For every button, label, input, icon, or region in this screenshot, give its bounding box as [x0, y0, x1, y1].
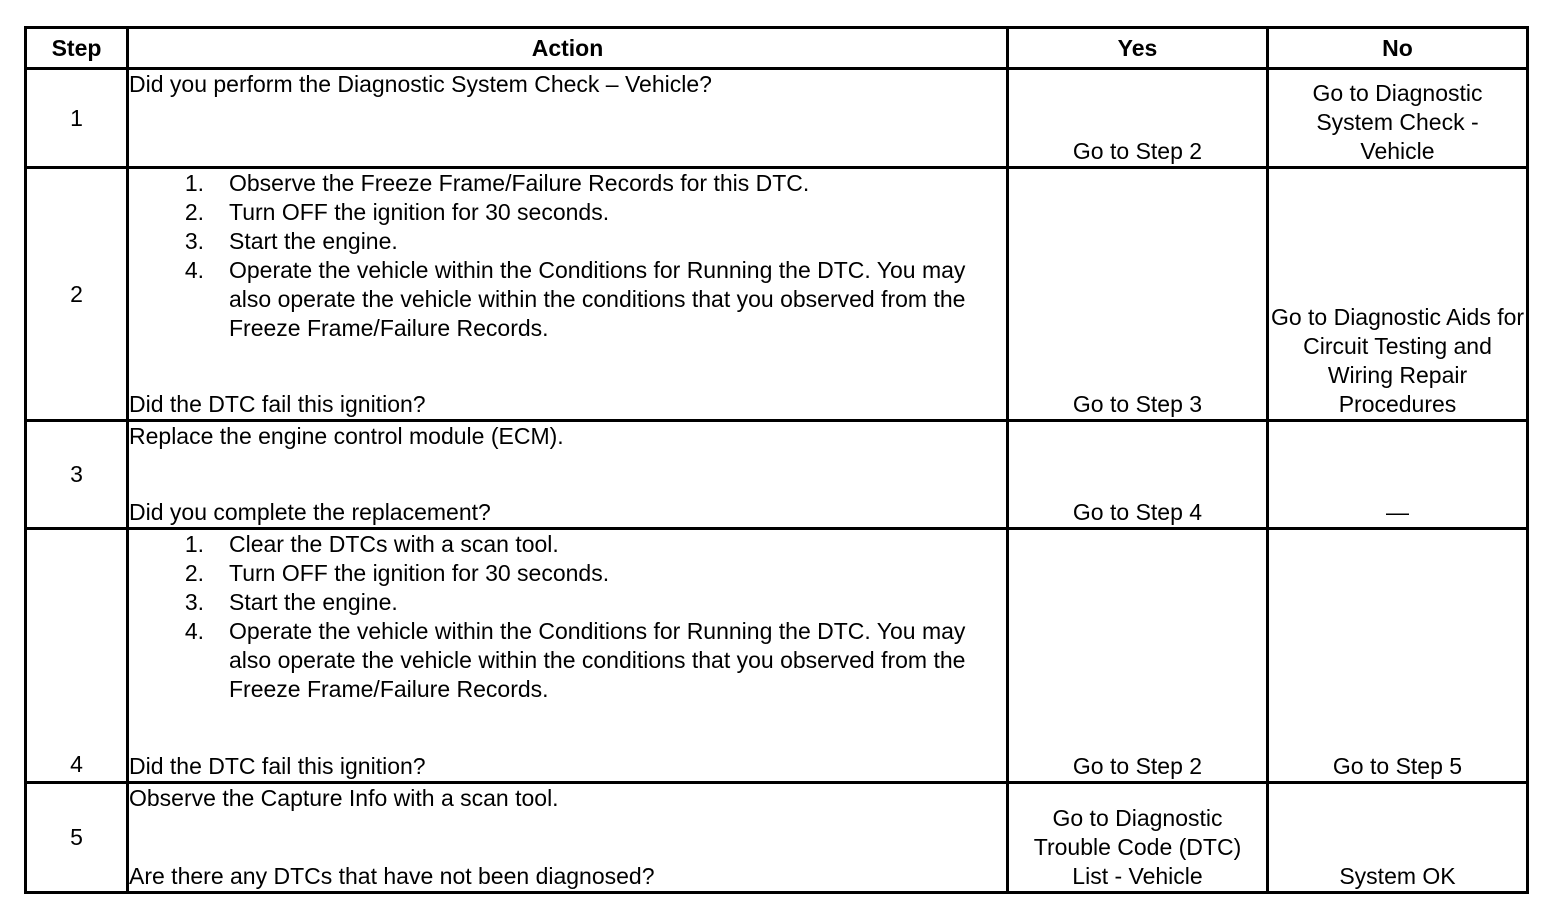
list-item: 4. Operate the vehicle within the Conditions for Running the DTC. You may also operate the vehicle within the conditions that you observed from the Freeze Frame/Failure Records.: [184, 618, 966, 702]
list-item: 1. Observe the Freeze Frame/Failure Records for this DTC.: [184, 170, 810, 196]
action-cell: [128, 783, 1008, 893]
instruction-list: [129, 169, 1006, 343]
yes-cell: Go to Step 2: [1008, 69, 1268, 168]
header-step: Step: [26, 28, 128, 69]
action-question: Did you complete the replacement?: [129, 499, 491, 525]
action-cell: [128, 529, 1008, 783]
diagnostic-table: [24, 26, 1529, 894]
yes-cell: Go to Diagnostic Trouble Code (DTC) List - Vehicle: [1008, 783, 1268, 893]
action-cell: [128, 69, 1008, 168]
step-number: 4: [26, 529, 128, 783]
action-cell: [128, 421, 1008, 529]
step-number: 3: [26, 421, 128, 529]
list-item: 3. Start the engine.: [184, 228, 398, 254]
no-cell: System OK: [1268, 783, 1528, 893]
action-question: Are there any DTCs that have not been diagnosed?: [129, 863, 655, 889]
action-text: Replace the engine control module (ECM).: [129, 423, 564, 449]
no-cell: Go to Diagnostic Aids for Circuit Testing and Wiring Repair Procedures: [1268, 168, 1528, 421]
instruction-list: [129, 530, 1006, 704]
list-item: 4. Operate the vehicle within the Conditions for Running the DTC. You may also operate the vehicle within the conditions that you observed from the Freeze Frame/Failure Records.: [184, 257, 966, 341]
table-row-step-5: [26, 783, 1528, 893]
list-item: 2. Turn OFF the ignition for 30 seconds.: [184, 560, 610, 586]
no-cell: Go to Diagnostic System Check - Vehicle: [1268, 69, 1528, 168]
table-row-step-3: [26, 421, 1528, 529]
step-number: 1: [26, 69, 128, 168]
yes-cell: Go to Step 2: [1008, 529, 1268, 783]
yes-cell: Go to Step 4: [1008, 421, 1268, 529]
action-text: Did you perform the Diagnostic System Check – Vehicle?: [129, 71, 712, 97]
action-cell: [128, 168, 1008, 421]
table-row-step-4: [26, 529, 1528, 783]
no-cell: —: [1268, 421, 1528, 529]
yes-cell: Go to Step 3: [1008, 168, 1268, 421]
list-item: 1. Clear the DTCs with a scan tool.: [184, 531, 559, 557]
list-item: 3. Start the engine.: [184, 589, 398, 615]
action-question: Did the DTC fail this ignition?: [129, 753, 426, 779]
step-number: 2: [26, 168, 128, 421]
table-row-step-1: [26, 69, 1528, 168]
header-row: [26, 28, 1528, 69]
step-number: 5: [26, 783, 128, 893]
action-question: Did the DTC fail this ignition?: [129, 391, 426, 417]
list-item: 2. Turn OFF the ignition for 30 seconds.: [184, 199, 610, 225]
header-action: Action: [128, 28, 1008, 69]
header-yes: Yes: [1008, 28, 1268, 69]
no-cell: Go to Step 5: [1268, 529, 1528, 783]
header-no: No: [1268, 28, 1528, 69]
table-row-step-2: [26, 168, 1528, 421]
action-text: Observe the Capture Info with a scan tool.: [129, 785, 559, 811]
